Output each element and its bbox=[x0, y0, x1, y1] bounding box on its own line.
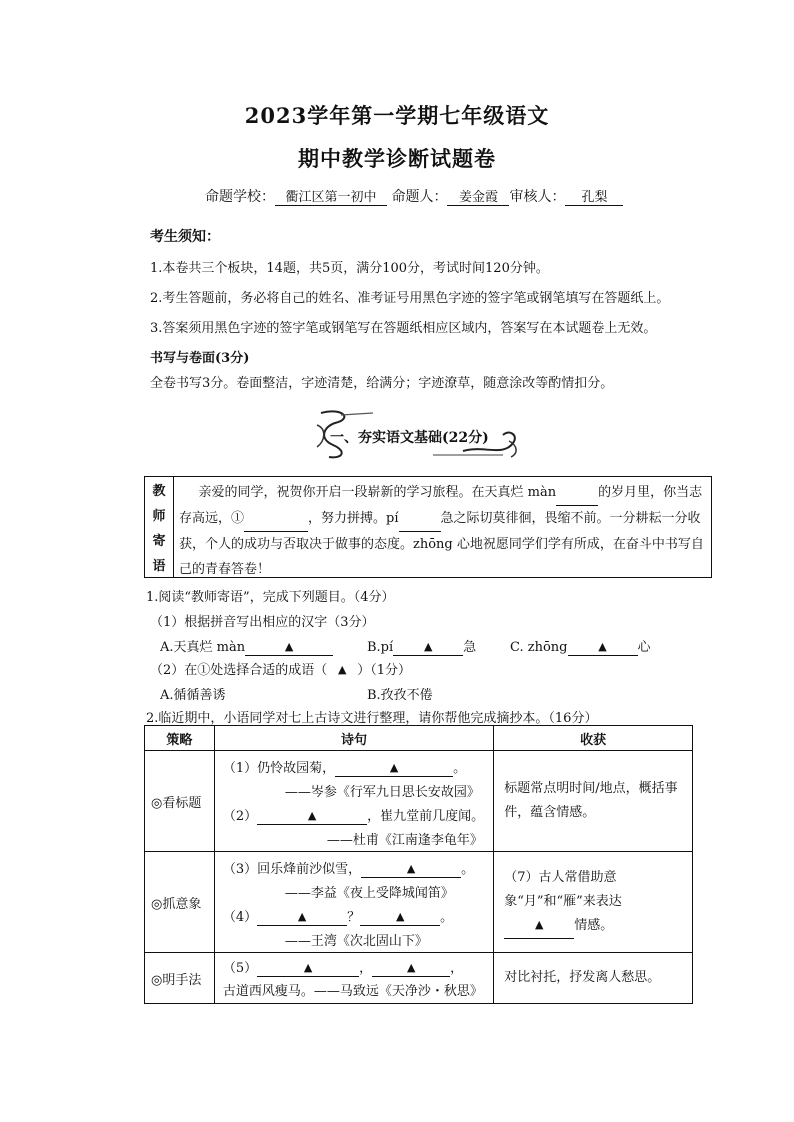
writing-text: 全卷书写3分。卷面整洁，字迹清楚，给满分；字迹潦草，随意涂改等酌情扣分。 bbox=[150, 376, 614, 391]
answer-blank[interactable] bbox=[335, 761, 453, 777]
q1-option-b-tail: 急 bbox=[463, 640, 477, 655]
q1-sub1: （1）根据拼音写出相应的汉字（3分） bbox=[150, 615, 375, 630]
answer-mark: ▲ bbox=[389, 761, 399, 774]
poem-source: ——岑参《行军九日思长安故园》 bbox=[284, 785, 480, 800]
answer-mark: ▲ bbox=[534, 917, 544, 931]
poem-source: ——李益《夜上受降城闻笛》 bbox=[284, 886, 454, 901]
author-value: 姜金霞 bbox=[447, 186, 509, 206]
table-row bbox=[145, 751, 693, 852]
answer-mark: ▲ bbox=[307, 809, 317, 822]
strategy-cell: ◎看标题 bbox=[145, 751, 215, 852]
gain-cell bbox=[494, 953, 693, 1004]
poem-text: ， bbox=[359, 961, 373, 976]
poem-line-2 bbox=[223, 906, 453, 926]
gain-text: 对比衬托，抒发离人愁思。 bbox=[504, 970, 661, 985]
poem-text: （5） bbox=[222, 961, 258, 976]
notice-heading: 考生须知： bbox=[150, 229, 220, 245]
gain-cell bbox=[494, 852, 693, 953]
reviewer-value: 孔梨 bbox=[565, 186, 623, 206]
strategy-cell: ◎抓意象 bbox=[145, 852, 215, 953]
teacher-note-label-char: 寄 bbox=[152, 534, 166, 549]
table-row bbox=[145, 953, 693, 1004]
answer-blank[interactable] bbox=[245, 640, 333, 656]
answer-mark: ▲ bbox=[598, 640, 607, 653]
notice-item-3: 3.答案须用黑色字迹的签字笔或钢笔写在答题纸相应区域内，答案写在本试题卷上无效。 bbox=[150, 321, 657, 336]
strategy-cell: ◎明手法 bbox=[145, 953, 215, 1004]
answer-blank[interactable] bbox=[257, 910, 347, 926]
q1-option-b-label: B.pí bbox=[367, 640, 394, 655]
teacher-note-seg1: 亲爱的同学，祝贺你开启一段崭新的学习旅程。在天真烂 màn bbox=[198, 485, 557, 500]
answer-mark: ▲ bbox=[406, 961, 416, 974]
poem-text: （2） bbox=[222, 809, 258, 824]
q1-option-a bbox=[160, 636, 333, 656]
exam-meta-line bbox=[205, 186, 623, 206]
exam-title-line1: 2023学年第一学期七年级语文 bbox=[244, 103, 550, 128]
poem-text: （4） bbox=[222, 910, 258, 925]
q1-option-a-label: A.天真烂 màn bbox=[160, 640, 246, 655]
poem-cell bbox=[214, 852, 493, 953]
poem-line-1 bbox=[223, 957, 463, 977]
answer-mark: ▲ bbox=[406, 862, 416, 875]
col-poem: 诗句 bbox=[214, 726, 493, 751]
col-gain: 收获 bbox=[494, 726, 693, 751]
author-label: 命题人： bbox=[391, 189, 448, 205]
poem-line-2 bbox=[223, 805, 484, 825]
poem-cell bbox=[214, 751, 493, 852]
gain-text-post: 情感。 bbox=[574, 917, 614, 933]
gain-text: 标题常点明时间/地点，概括事件，蕴含情感。 bbox=[504, 781, 678, 820]
answer-blank[interactable] bbox=[393, 640, 463, 656]
answer-mark: ▲ bbox=[423, 640, 433, 653]
notice-item-1: 1.本卷共三个板块，14题，共5页，满分100分，考试时间120分钟。 bbox=[150, 261, 549, 276]
poem-text: 。 bbox=[461, 862, 475, 877]
poem-cell bbox=[214, 953, 493, 1004]
poem-text: ？ bbox=[347, 910, 361, 925]
answer-mark: ▲ bbox=[284, 640, 294, 653]
q1-stem: 1.阅读“教师寄语”，完成下列题目。（4分） bbox=[146, 590, 395, 605]
col-strategy: 策略 bbox=[145, 726, 215, 751]
poem-line-2: 古道西风瘦马。——马致远《天净沙・秋思》 bbox=[222, 984, 483, 999]
q1-choice-b: B.孜孜不倦 bbox=[367, 688, 433, 703]
answer-blank[interactable] bbox=[504, 914, 574, 939]
blank-idiom bbox=[244, 506, 308, 532]
gain-cell bbox=[494, 751, 693, 852]
writing-heading: 书写与卷面(3分) bbox=[150, 351, 250, 366]
notice-item-2: 2.考生答题前，务必将自己的姓名、准考证号用黑色字迹的签字笔或钢笔填写在答题纸上。 bbox=[150, 291, 670, 306]
answer-blank[interactable] bbox=[360, 910, 440, 926]
answer-blank[interactable] bbox=[257, 961, 359, 977]
answer-blank[interactable] bbox=[568, 640, 638, 656]
teacher-note-box bbox=[144, 476, 712, 578]
answer-blank[interactable] bbox=[372, 961, 450, 977]
school-value: 衢江区第一初中 bbox=[275, 186, 387, 206]
table-row bbox=[145, 852, 693, 953]
teacher-note-label-char: 语 bbox=[152, 559, 166, 574]
gain-text-pre: （7）古人常借助意象“月”和“雁”来表达 bbox=[504, 869, 622, 909]
poem-text: （3）回乐烽前沙似雪， bbox=[222, 862, 362, 877]
teacher-note-text bbox=[179, 480, 707, 582]
answer-blank[interactable] bbox=[257, 809, 367, 825]
q1-sub2-post: ）（1分） bbox=[357, 663, 412, 678]
blank-man bbox=[556, 480, 598, 506]
q1-choice-a: A.循循善诱 bbox=[160, 688, 226, 703]
q1-option-c-label: C. zhōng bbox=[510, 640, 568, 655]
poem-line-1 bbox=[223, 757, 466, 777]
poem-text: 。 bbox=[453, 761, 467, 776]
answer-mark: ▲ bbox=[297, 910, 307, 923]
poem-text: 。 bbox=[440, 910, 454, 925]
q1-option-c-tail: 心 bbox=[637, 640, 651, 655]
teacher-note-seg4: 急之际切莫徘徊，畏缩不前。一分耕耘一分收获，个人的成功与否取决于做事的态度。zhōng 心地祝愿同学们学有所成，在奋斗中书写自己的青春答卷！ bbox=[179, 511, 704, 577]
teacher-note-seg3: ，努力拼搏。pí bbox=[308, 511, 399, 526]
answer-paren[interactable] bbox=[327, 663, 357, 678]
teacher-note-label bbox=[145, 477, 174, 577]
exam-title-line2: 期中教学诊断试题卷 bbox=[298, 146, 496, 171]
poem-line-1 bbox=[223, 858, 474, 878]
poem-text: ，崔九堂前几度闻。 bbox=[367, 809, 485, 824]
poem-source: ——王湾《次北固山下》 bbox=[284, 934, 428, 949]
poem-text: （1）仍怜故园菊， bbox=[222, 761, 336, 776]
reviewer-label: 审核人： bbox=[509, 189, 566, 205]
q2-stem: 2.临近期中，小语同学对七上古诗文进行整理，请你帮他完成摘抄本。（16分） bbox=[146, 711, 598, 726]
poem-text: ， bbox=[450, 961, 464, 976]
q1-sub2 bbox=[150, 659, 411, 678]
gain-text bbox=[494, 866, 692, 939]
school-label: 命题学校： bbox=[205, 189, 275, 205]
answer-blank[interactable] bbox=[361, 862, 461, 878]
q1-option-b bbox=[367, 636, 476, 656]
answer-mark: ▲ bbox=[395, 910, 405, 923]
poetry-table bbox=[144, 725, 693, 1004]
answer-mark: ▲ bbox=[303, 961, 313, 974]
poem-source: ——杜甫《江南逢李龟年》 bbox=[326, 833, 483, 848]
answer-mark: ▲ bbox=[338, 663, 347, 676]
teacher-note-seg2: 的岁月里，你当志存高远，① bbox=[179, 485, 703, 526]
blank-pi bbox=[399, 506, 441, 532]
q1-sub2-pre: （2）在①处选择合适的成语（ bbox=[150, 663, 328, 678]
teacher-note-label-char: 师 bbox=[152, 509, 166, 524]
q1-option-c bbox=[510, 636, 651, 656]
teacher-note-label-char: 教 bbox=[152, 484, 166, 499]
section1-title: 一、夯实语文基础(22分) bbox=[330, 430, 489, 446]
